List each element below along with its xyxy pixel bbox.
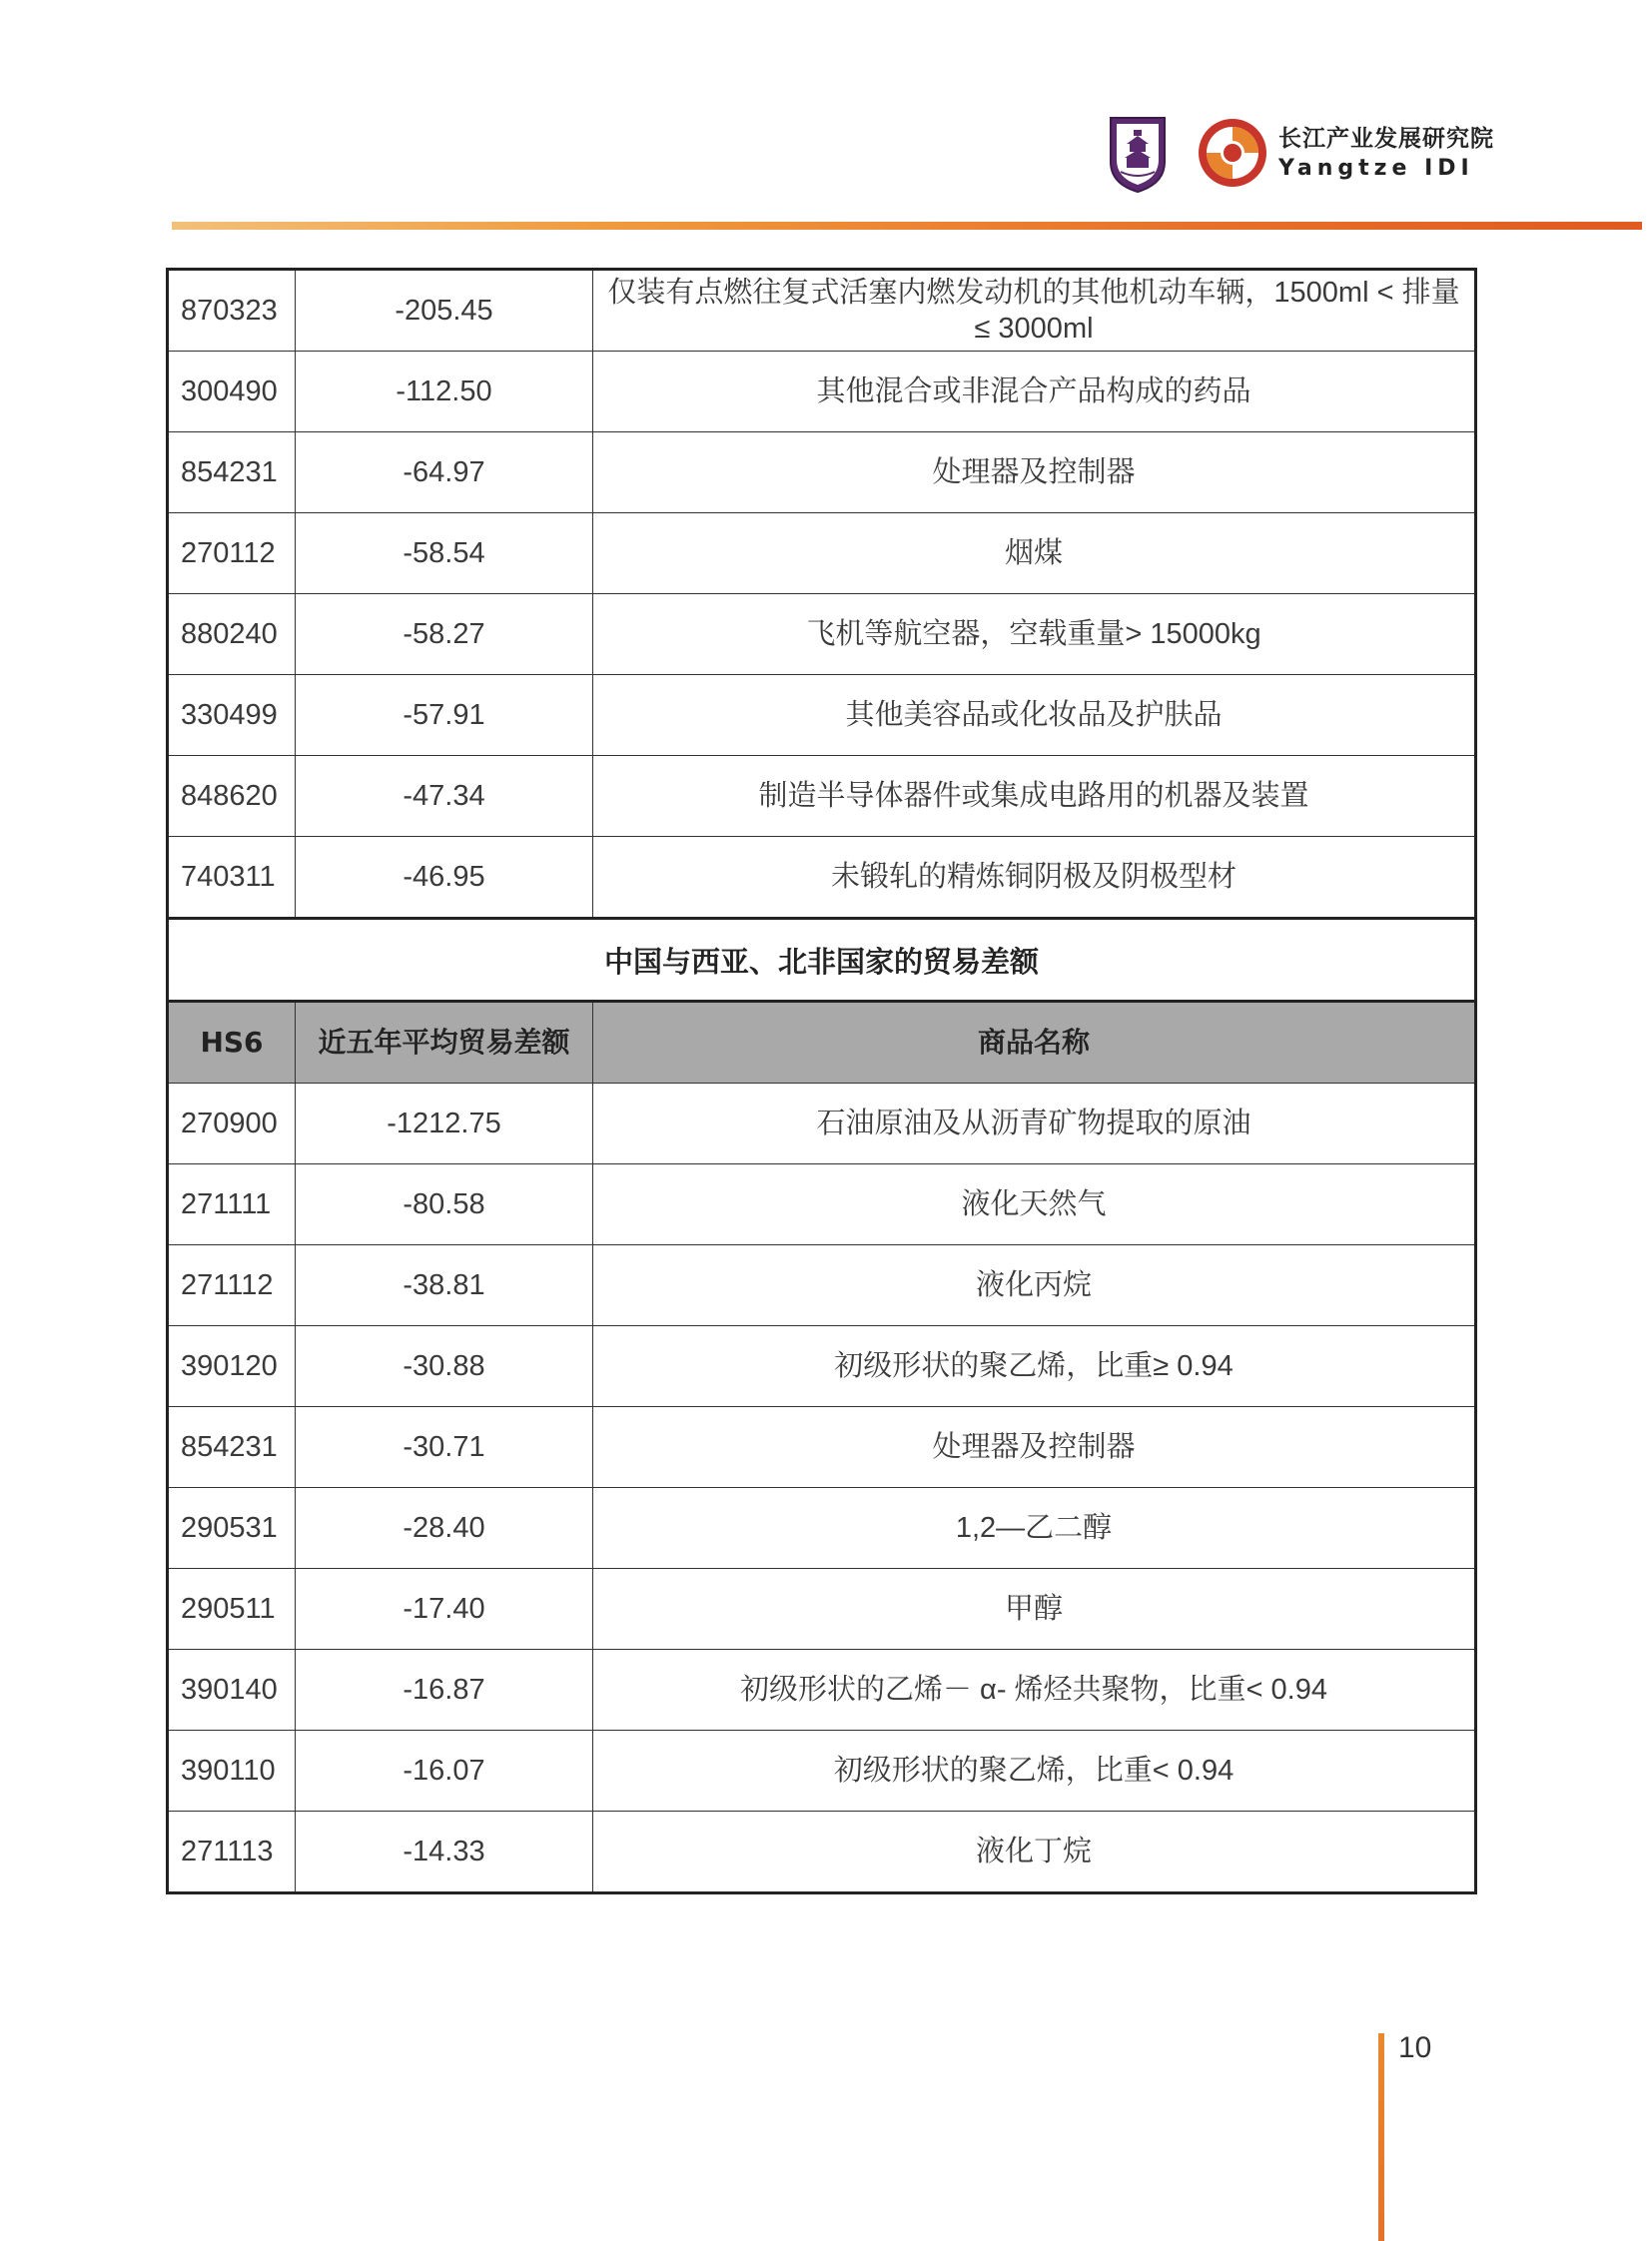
- product-name-cell: 其他美容品或化妆品及护肤品: [593, 675, 1476, 756]
- table-row: [168, 1084, 1476, 1164]
- hs6-code-cell: 300490: [168, 352, 296, 432]
- table-body-bottom: [168, 1084, 1476, 1893]
- column-header-value: 近五年平均贸易差额: [296, 1002, 593, 1084]
- hs6-code-cell: 271113: [168, 1812, 296, 1893]
- table-row: [168, 352, 1476, 432]
- product-name-cell: 甲醇: [593, 1569, 1476, 1650]
- product-name-cell: 液化丁烷: [593, 1812, 1476, 1893]
- hs6-code-cell: 290531: [168, 1488, 296, 1569]
- yangtze-idi-logo: [1195, 115, 1270, 191]
- hs6-code-cell: 271111: [168, 1164, 296, 1245]
- product-name-cell: 初级形状的乙烯－ α- 烯烃共聚物，比重< 0.94: [593, 1650, 1476, 1731]
- table-row: [168, 594, 1476, 675]
- table-section: [168, 919, 1476, 1084]
- column-header-name: 商品名称: [593, 1002, 1476, 1084]
- table-row: [168, 270, 1476, 352]
- product-name-cell: 仅装有点燃往复式活塞内燃发动机的其他机动车辆，1500ml < 排量≤ 3000ml: [593, 270, 1476, 352]
- page-number: 10: [1398, 2031, 1432, 2064]
- table-row: [168, 513, 1476, 594]
- hs6-code-cell: 330499: [168, 675, 296, 756]
- hs6-code-cell: 271112: [168, 1245, 296, 1326]
- product-name-cell: 处理器及控制器: [593, 432, 1476, 513]
- table-row: [168, 1245, 1476, 1326]
- product-name-cell: 制造半导体器件或集成电路用的机器及装置: [593, 756, 1476, 837]
- hs6-code-cell: 848620: [168, 756, 296, 837]
- trade-balance-cell: -30.88: [296, 1326, 593, 1407]
- trade-balance-cell: -28.40: [296, 1488, 593, 1569]
- trade-balance-cell: -205.45: [296, 270, 593, 352]
- trade-balance-cell: -58.54: [296, 513, 593, 594]
- trade-balance-cell: -17.40: [296, 1569, 593, 1650]
- product-name-cell: 初级形状的聚乙烯，比重≥ 0.94: [593, 1326, 1476, 1407]
- table-row: [168, 1812, 1476, 1893]
- hs6-code-cell: 390120: [168, 1326, 296, 1407]
- hs6-code-cell: 880240: [168, 594, 296, 675]
- table-row: [168, 1731, 1476, 1812]
- trade-balance-table: [166, 268, 1477, 1894]
- product-name-cell: 未锻轧的精炼铜阴极及阴极型材: [593, 837, 1476, 919]
- hs6-code-cell: 270900: [168, 1084, 296, 1164]
- table-row: [168, 837, 1476, 919]
- trade-balance-cell: -1212.75: [296, 1084, 593, 1164]
- hs6-code-cell: 870323: [168, 270, 296, 352]
- product-name-cell: 液化丙烷: [593, 1245, 1476, 1326]
- product-name-cell: 飞机等航空器，空载重量> 15000kg: [593, 594, 1476, 675]
- trade-balance-cell: -16.87: [296, 1650, 593, 1731]
- product-name-cell: 1,2—乙二醇: [593, 1488, 1476, 1569]
- trade-balance-cell: -30.71: [296, 1407, 593, 1488]
- table-row: [168, 1569, 1476, 1650]
- table-header-row: [168, 1002, 1476, 1084]
- hs6-code-cell: 854231: [168, 1407, 296, 1488]
- hs6-code-cell: 390140: [168, 1650, 296, 1731]
- table-row: [168, 675, 1476, 756]
- table-row: [168, 1488, 1476, 1569]
- trade-balance-cell: -14.33: [296, 1812, 593, 1893]
- hs6-code-cell: 290511: [168, 1569, 296, 1650]
- hs6-code-cell: 854231: [168, 432, 296, 513]
- product-name-cell: 初级形状的聚乙烯，比重< 0.94: [593, 1731, 1476, 1812]
- trade-balance-cell: -47.34: [296, 756, 593, 837]
- product-name-cell: 烟煤: [593, 513, 1476, 594]
- brand-wordmark: [1278, 125, 1494, 183]
- section-title: 中国与西亚、北非国家的贸易差额: [168, 919, 1476, 1002]
- section-title-row: [168, 919, 1476, 1002]
- column-header-hs6: HS6: [168, 1002, 296, 1084]
- trade-balance-cell: -57.91: [296, 675, 593, 756]
- trade-balance-cell: -80.58: [296, 1164, 593, 1245]
- header-divider: [172, 222, 1642, 230]
- hs6-code-cell: 270112: [168, 513, 296, 594]
- table-row: [168, 756, 1476, 837]
- brand-name-cn: 长江产业发展研究院: [1278, 126, 1494, 152]
- trade-balance-cell: -58.27: [296, 594, 593, 675]
- nanjing-university-crest-logo: [1107, 114, 1169, 194]
- table-row: [168, 1164, 1476, 1245]
- table-row: [168, 1326, 1476, 1407]
- hs6-code-cell: 390110: [168, 1731, 296, 1812]
- product-name-cell: 其他混合或非混合产品构成的药品: [593, 352, 1476, 432]
- trade-balance-cell: -112.50: [296, 352, 593, 432]
- table-row: [168, 1650, 1476, 1731]
- page-number-bar: [1378, 2033, 1384, 2241]
- product-name-cell: 液化天然气: [593, 1164, 1476, 1245]
- brand-name-en: Yangtze IDI: [1278, 156, 1474, 181]
- table-row: [168, 1407, 1476, 1488]
- table-row: [168, 432, 1476, 513]
- table-body-top: [168, 270, 1476, 919]
- trade-balance-cell: -64.97: [296, 432, 593, 513]
- product-name-cell: 石油原油及从沥青矿物提取的原油: [593, 1084, 1476, 1164]
- trade-balance-cell: -46.95: [296, 837, 593, 919]
- trade-balance-cell: -16.07: [296, 1731, 593, 1812]
- product-name-cell: 处理器及控制器: [593, 1407, 1476, 1488]
- trade-balance-cell: -38.81: [296, 1245, 593, 1326]
- hs6-code-cell: 740311: [168, 837, 296, 919]
